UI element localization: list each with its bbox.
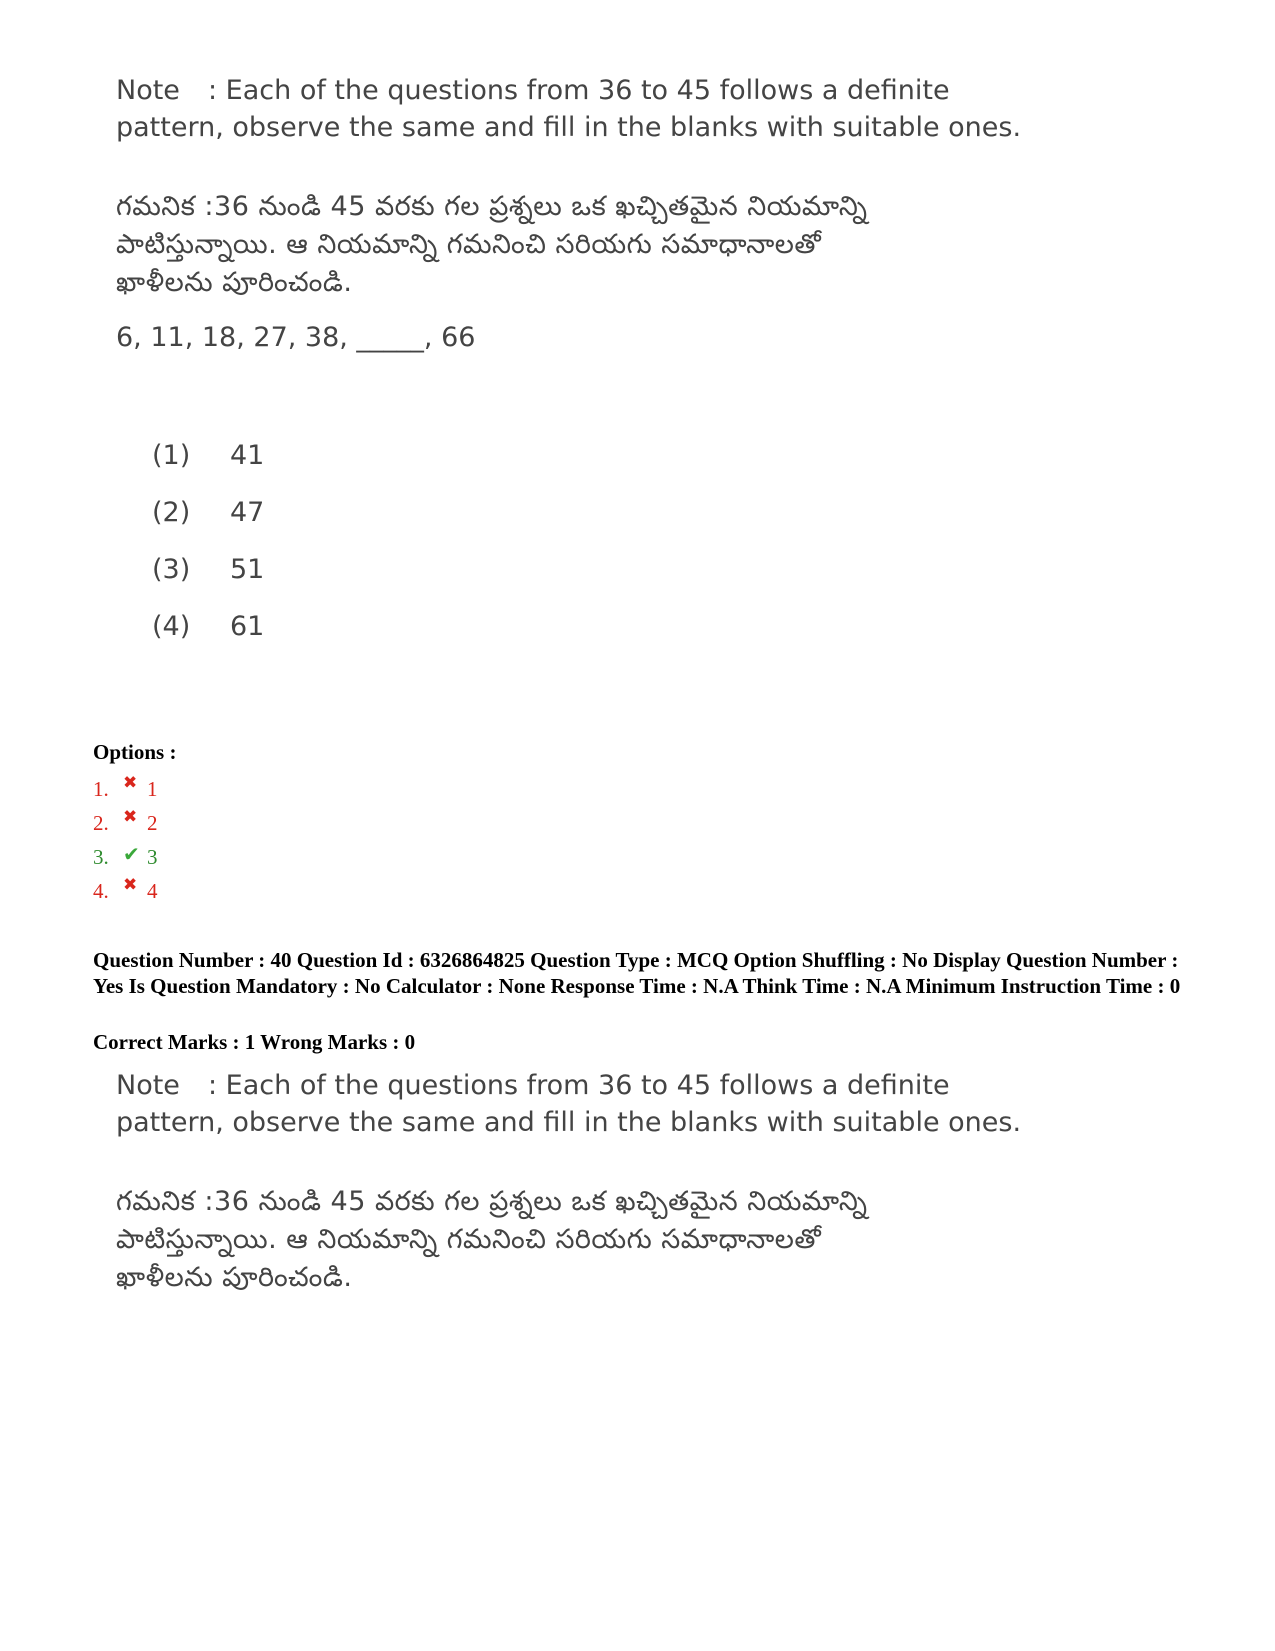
- answer-option: [93, 874, 158, 908]
- cross-icon: ✖: [123, 807, 138, 826]
- question-meta: Question Number : 40 Question Id : 6326864825 Question Type : MCQ Option Shuffling : No Display Question Number : Yes Is Question Mandatory : No Calculator : None Response Time : N.A Think Time : N.A Minimum Instruction Time : 0: [93, 948, 1181, 998]
- options-title: Options :: [93, 740, 177, 764]
- answer-index: 3.: [93, 844, 109, 869]
- note-label: Note: [116, 1070, 180, 1101]
- choice-value: 51: [230, 554, 265, 585]
- choice-item: [152, 554, 264, 611]
- choice-value: 41: [230, 440, 265, 471]
- note-text: : Each of the questions from 36 to 45 follows a definite pattern, observe the same and fill in the blanks with suitable ones.: [116, 75, 1022, 143]
- note-text: : Each of the questions from 36 to 45 follows a definite pattern, observe the same and fill in the blanks with suitable ones.: [116, 1070, 1022, 1138]
- answer-option: [93, 772, 158, 806]
- choice-number: (2): [152, 497, 191, 528]
- choice-value: 47: [230, 497, 265, 528]
- choice-number: (3): [152, 554, 191, 585]
- choice-item: [152, 611, 264, 668]
- choice-number: (4): [152, 611, 191, 642]
- answer-label: 2: [147, 810, 158, 835]
- answer-index: 2.: [93, 810, 109, 835]
- cross-icon: ✖: [123, 773, 138, 792]
- note-telugu: [116, 1183, 1046, 1297]
- note-label: Note: [116, 75, 180, 106]
- answer-label: 3: [147, 844, 158, 869]
- telugu-line: గమనిక :36 నుండి 45 వరకు గల ప్రశ్నలు ఒక ఖచ్చితమైన నియమాన్ని: [116, 1186, 868, 1217]
- number-sequence: 6, 11, 18, 27, 38, _____, 66: [116, 322, 476, 353]
- question-marks: Correct Marks : 1 Wrong Marks : 0: [93, 1030, 416, 1054]
- answer-label: 1: [147, 776, 158, 801]
- choice-number: (1): [152, 440, 191, 471]
- answer-label: 4: [147, 878, 158, 903]
- telugu-line: ఖాళీలను పూరించండి.: [116, 1262, 353, 1293]
- note-telugu: [116, 188, 1046, 302]
- cross-icon: ✖: [123, 875, 138, 894]
- telugu-line: ఖాళీలను పూరించండి.: [116, 267, 353, 298]
- check-icon: ✔: [123, 843, 140, 866]
- note-english: [116, 1067, 1036, 1141]
- answer-option: [93, 806, 158, 840]
- choice-value: 61: [230, 611, 265, 642]
- telugu-line: గమనిక :36 నుండి 45 వరకు గల ప్రశ్నలు ఒక ఖచ్చితమైన నియమాన్ని: [116, 191, 868, 222]
- answer-list: [93, 772, 158, 908]
- answer-index: 4.: [93, 878, 109, 903]
- note-english: [116, 72, 1036, 146]
- telugu-line: పాటిస్తున్నాయి. ఆ నియమాన్ని గమనించి సరియగు సమాధానాలతో: [116, 1224, 822, 1255]
- choice-list: [152, 440, 264, 668]
- answer-option: [93, 840, 158, 874]
- choice-item: [152, 497, 264, 554]
- answer-index: 1.: [93, 776, 109, 801]
- choice-item: [152, 440, 264, 497]
- telugu-line: పాటిస్తున్నాయి. ఆ నియమాన్ని గమనించి సరియగు సమాధానాలతో: [116, 229, 822, 260]
